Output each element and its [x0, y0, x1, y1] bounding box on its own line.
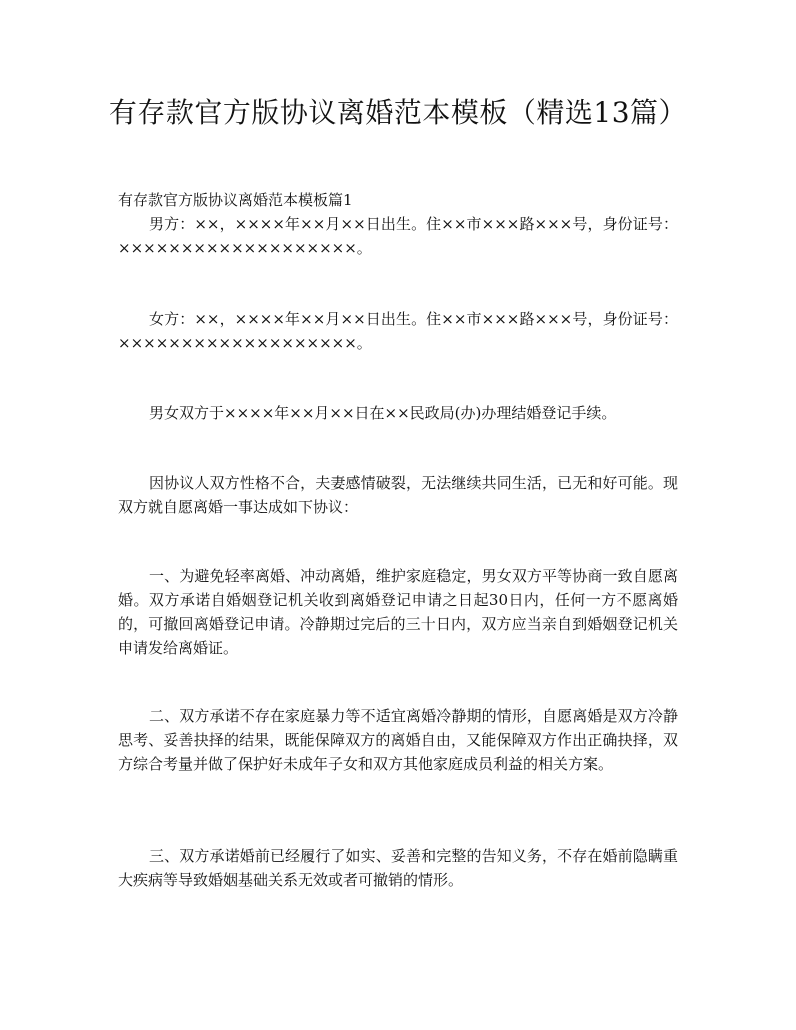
- paragraph-husband-info: 男方：××，××××年××月××日出生。住××市×××路×××号，身份证号：×××××××××××××××××××。: [118, 215, 678, 257]
- paragraph-clause-1: 一、为避免轻率离婚、冲动离婚，维护家庭稳定，男女双方平等协商一致自愿离婚。双方承诺自婚姻登记机关收到离婚登记申请之日起30日内，任何一方不愿离婚的，可撤回离婚登记申请。冷静期过完后的三十日内，双方应当亲自到婚姻登记机关申请发给离婚证。: [118, 567, 678, 657]
- paragraph-wife-info: 女方：××，××××年××月××日出生。住××市×××路×××号，身份证号：×××××××××××××××××××。: [118, 310, 678, 352]
- paragraph-clause-3: 三、双方承诺婚前已经履行了如实、妥善和完整的告知义务，不存在婚前隐瞒重大疾病等导致婚姻基础关系无效或者可撤销的情形。: [118, 847, 678, 889]
- paragraph-reason: 因协议人双方性格不合，夫妻感情破裂，无法继续共同生活，已无和好可能。现双方就自愿离婚一事达成如下协议：: [118, 474, 678, 516]
- document-title: 有存款官方版协议离婚范本模板（精选13篇）: [108, 96, 688, 129]
- section-heading: 有存款官方版协议离婚范本模板篇1: [118, 191, 353, 209]
- paragraph-clause-2: 二、双方承诺不存在家庭暴力等不适宜离婚冷静期的情形，自愿离婚是双方冷静思考、妥善抉择的结果，既能保障双方的离婚自由，又能保障双方作出正确抉择，双方综合考量并做了保护好未成年子女和双方其他家庭成员利益的相关方案。: [118, 707, 678, 773]
- paragraph-marriage-registration: 男女双方于××××年××月××日在××民政局(办)办理结婚登记手续。: [149, 404, 617, 422]
